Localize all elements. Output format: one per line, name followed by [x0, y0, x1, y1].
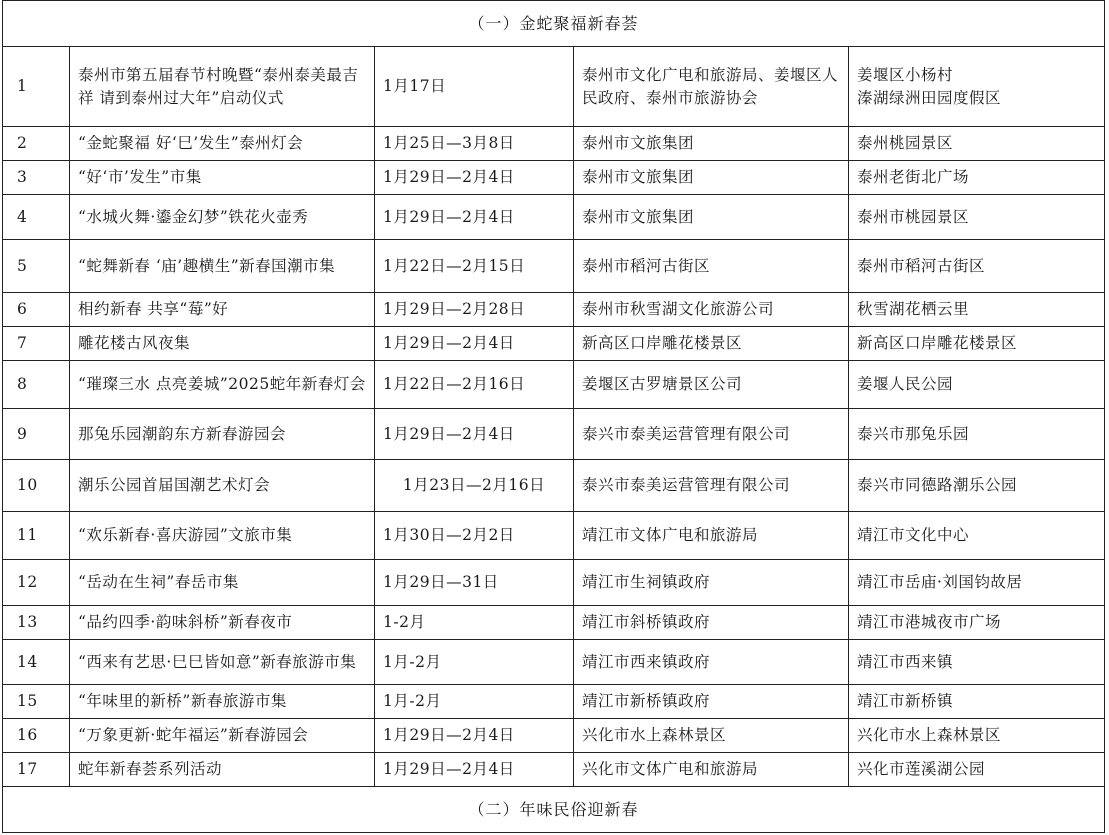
table-row: [3, 753, 1105, 787]
event-name: 泰州市第五届春节村晚暨“泰州泰美最吉祥 请到泰州过大年”启动仪式: [70, 47, 375, 127]
row-number: 3: [3, 161, 70, 195]
row-number: 2: [3, 127, 70, 161]
organizer: 泰州市稻河古街区: [574, 240, 849, 293]
row-number: 8: [3, 361, 70, 409]
event-date: 1月23日—2月16日: [375, 460, 574, 512]
event-date: 1月25日—3月8日: [375, 127, 574, 161]
event-name: “蛇舞新春 ‘庙’趣横生”新春国潮市集: [70, 240, 375, 293]
event-date: 1月17日: [375, 47, 574, 127]
table-row: [3, 512, 1105, 560]
organizer: 泰兴市泰美运营管理有限公司: [574, 409, 849, 460]
table-row: [3, 195, 1105, 240]
event-date: 1月22日—2月15日: [375, 240, 574, 293]
event-date: 1月29日—2月28日: [375, 293, 574, 327]
section-header-row: [3, 787, 1105, 833]
venue: 泰州市桃园景区: [849, 195, 1105, 240]
row-number: 14: [3, 640, 70, 685]
event-name: “品约四季·韵味斜桥”新春夜市: [70, 606, 375, 640]
event-date: 1月29日—2月4日: [375, 161, 574, 195]
event-name: “好‘市’发生”市集: [70, 161, 375, 195]
table-row: [3, 640, 1105, 685]
event-name: “岳动在生祠”春岳市集: [70, 560, 375, 606]
table-row: [3, 47, 1105, 127]
organizer: 兴化市文体广电和旅游局: [574, 753, 849, 787]
table-row: [3, 409, 1105, 460]
table-row: [3, 606, 1105, 640]
row-number: 15: [3, 685, 70, 719]
event-name: “金蛇聚福 好‘巳’发生”泰州灯会: [70, 127, 375, 161]
table-row: [3, 719, 1105, 753]
event-name: “万象更新·蛇年福运”新春游园会: [70, 719, 375, 753]
event-name: “欢乐新春·喜庆游园”文旅市集: [70, 512, 375, 560]
table-row: [3, 560, 1105, 606]
event-date: 1月-2月: [375, 685, 574, 719]
section-title: （一）金蛇聚福新春荟: [3, 1, 1105, 47]
event-date: 1月29日—2月4日: [375, 753, 574, 787]
row-number: 5: [3, 240, 70, 293]
venue: 靖江市文化中心: [849, 512, 1105, 560]
venue: 靖江市港城夜市广场: [849, 606, 1105, 640]
row-number: 17: [3, 753, 70, 787]
organizer: 靖江市新桥镇政府: [574, 685, 849, 719]
table-row: [3, 293, 1105, 327]
events-table: [2, 0, 1105, 833]
table-row: [3, 460, 1105, 512]
event-date: 1月22日—2月16日: [375, 361, 574, 409]
organizer: 兴化市水上森林景区: [574, 719, 849, 753]
section-header-row: [3, 1, 1105, 47]
venue: 兴化市水上森林景区: [849, 719, 1105, 753]
venue: 泰州老街北广场: [849, 161, 1105, 195]
organizer: 姜堰区古罗塘景区公司: [574, 361, 849, 409]
organizer: 靖江市西来镇政府: [574, 640, 849, 685]
event-name: “璀璨三水 点亮姜城”2025蛇年新春灯会: [70, 361, 375, 409]
venue: 姜堰人民公园: [849, 361, 1105, 409]
venue: 兴化市莲溪湖公园: [849, 753, 1105, 787]
event-name: “西来有艺思·巳巳皆如意”新春旅游市集: [70, 640, 375, 685]
row-number: 6: [3, 293, 70, 327]
organizer: 靖江市文体广电和旅游局: [574, 512, 849, 560]
row-number: 11: [3, 512, 70, 560]
venue: 靖江市西来镇: [849, 640, 1105, 685]
venue: 靖江市新桥镇: [849, 685, 1105, 719]
organizer: 泰州市文化广电和旅游局、姜堰区人民政府、泰州市旅游协会: [574, 47, 849, 127]
event-name: 潮乐公园首届国潮艺术灯会: [70, 460, 375, 512]
organizer: 泰州市文旅集团: [574, 161, 849, 195]
event-name: 雕花楼古风夜集: [70, 327, 375, 361]
table-row: [3, 685, 1105, 719]
table-row: [3, 361, 1105, 409]
row-number: 10: [3, 460, 70, 512]
event-date: 1月29日—2月4日: [375, 327, 574, 361]
organizer: 泰州市秋雪湖文化旅游公司: [574, 293, 849, 327]
event-name: 蛇年新春荟系列活动: [70, 753, 375, 787]
venue: 靖江市岳庙·刘国钧故居: [849, 560, 1105, 606]
event-date: 1月29日—2月4日: [375, 719, 574, 753]
row-number: 4: [3, 195, 70, 240]
row-number: 16: [3, 719, 70, 753]
venue: 秋雪湖花栖云里: [849, 293, 1105, 327]
venue: 姜堰区小杨村 溱湖绿洲田园度假区: [849, 47, 1105, 127]
row-number: 9: [3, 409, 70, 460]
table-row: [3, 240, 1105, 293]
event-name: 那兔乐园潮韵东方新春游园会: [70, 409, 375, 460]
event-name: “水城火舞·鎏金幻梦”铁花火壶秀: [70, 195, 375, 240]
event-date: 1月29日—31日: [375, 560, 574, 606]
event-date: 1月29日—2月4日: [375, 195, 574, 240]
row-number: 13: [3, 606, 70, 640]
organizer: 新高区口岸雕花楼景区: [574, 327, 849, 361]
event-date: 1月30日—2月2日: [375, 512, 574, 560]
organizer: 靖江市生祠镇政府: [574, 560, 849, 606]
event-date: 1-2月: [375, 606, 574, 640]
event-date: 1月-2月: [375, 640, 574, 685]
venue: 泰兴市同德路潮乐公园: [849, 460, 1105, 512]
event-name: 相约新春 共享“莓”好: [70, 293, 375, 327]
row-number: 12: [3, 560, 70, 606]
organizer: 靖江市斜桥镇政府: [574, 606, 849, 640]
organizer: 泰兴市泰美运营管理有限公司: [574, 460, 849, 512]
venue: 新高区口岸雕花楼景区: [849, 327, 1105, 361]
row-number: 1: [3, 47, 70, 127]
row-number: 7: [3, 327, 70, 361]
table-row: [3, 327, 1105, 361]
table-row: [3, 127, 1105, 161]
section-title: （二）年味民俗迎新春: [3, 787, 1105, 833]
venue: 泰州市稻河古街区: [849, 240, 1105, 293]
venue: 泰州桃园景区: [849, 127, 1105, 161]
organizer: 泰州市文旅集团: [574, 195, 849, 240]
venue: 泰兴市那兔乐园: [849, 409, 1105, 460]
event-name: “年味里的新桥”新春旅游市集: [70, 685, 375, 719]
organizer: 泰州市文旅集团: [574, 127, 849, 161]
event-date: 1月29日—2月4日: [375, 409, 574, 460]
table-row: [3, 161, 1105, 195]
